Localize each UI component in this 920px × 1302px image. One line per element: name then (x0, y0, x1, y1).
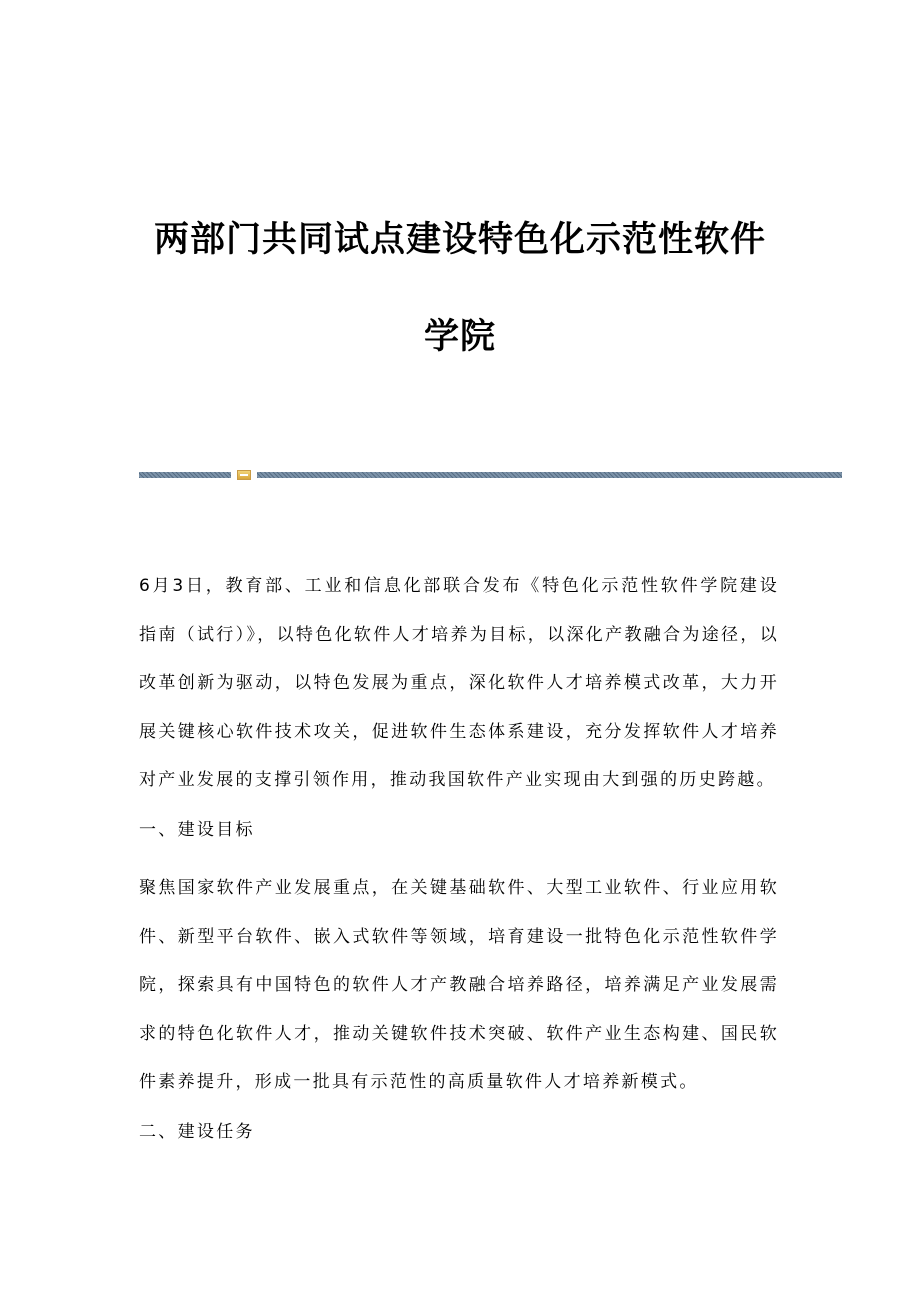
divider-bar-left (139, 472, 231, 478)
document-title-line-1: 两部门共同试点建设特色化示范性软件 (153, 220, 766, 260)
envelope-icon (237, 470, 251, 480)
document-title-line-2: 学院 (423, 317, 496, 357)
title-divider (139, 470, 842, 479)
section-heading-tasks: 二、建设任务 (139, 1122, 255, 1142)
body-paragraph-intro: 6月3日，教育部、工业和信息化部联合发布《特色化示范性软件学院建设指南（试行）》，以特色化软件人才培养为目标，以深化产教融合为途径，以改革创新为驱动，以特色发展为重点，深化软件人才培养模式改革，大力开展关键核心软件技术攻关，促进软件生态体系建设，充分发挥软件人才培养对产业发展的支撑引领作用，推动我国软件产业实现由大到强的历史跨越。 (139, 576, 779, 791)
divider-bar-right (257, 472, 842, 478)
body-paragraph-goals: 聚焦国家软件产业发展重点，在关键基础软件、大型工业软件、行业应用软件、新型平台软件、嵌入式软件等领域，培育建设一批特色化示范性软件学院，探索具有中国特色的软件人才产教融合培养路径，培养满足产业发展需求的特色化软件人才，推动关键软件技术突破、软件产业生态构建、国民软件素养提升，形成一批具有示范性的高质量软件人才培养新模式。 (139, 878, 779, 1093)
section-heading-goals: 一、建设目标 (139, 820, 255, 840)
